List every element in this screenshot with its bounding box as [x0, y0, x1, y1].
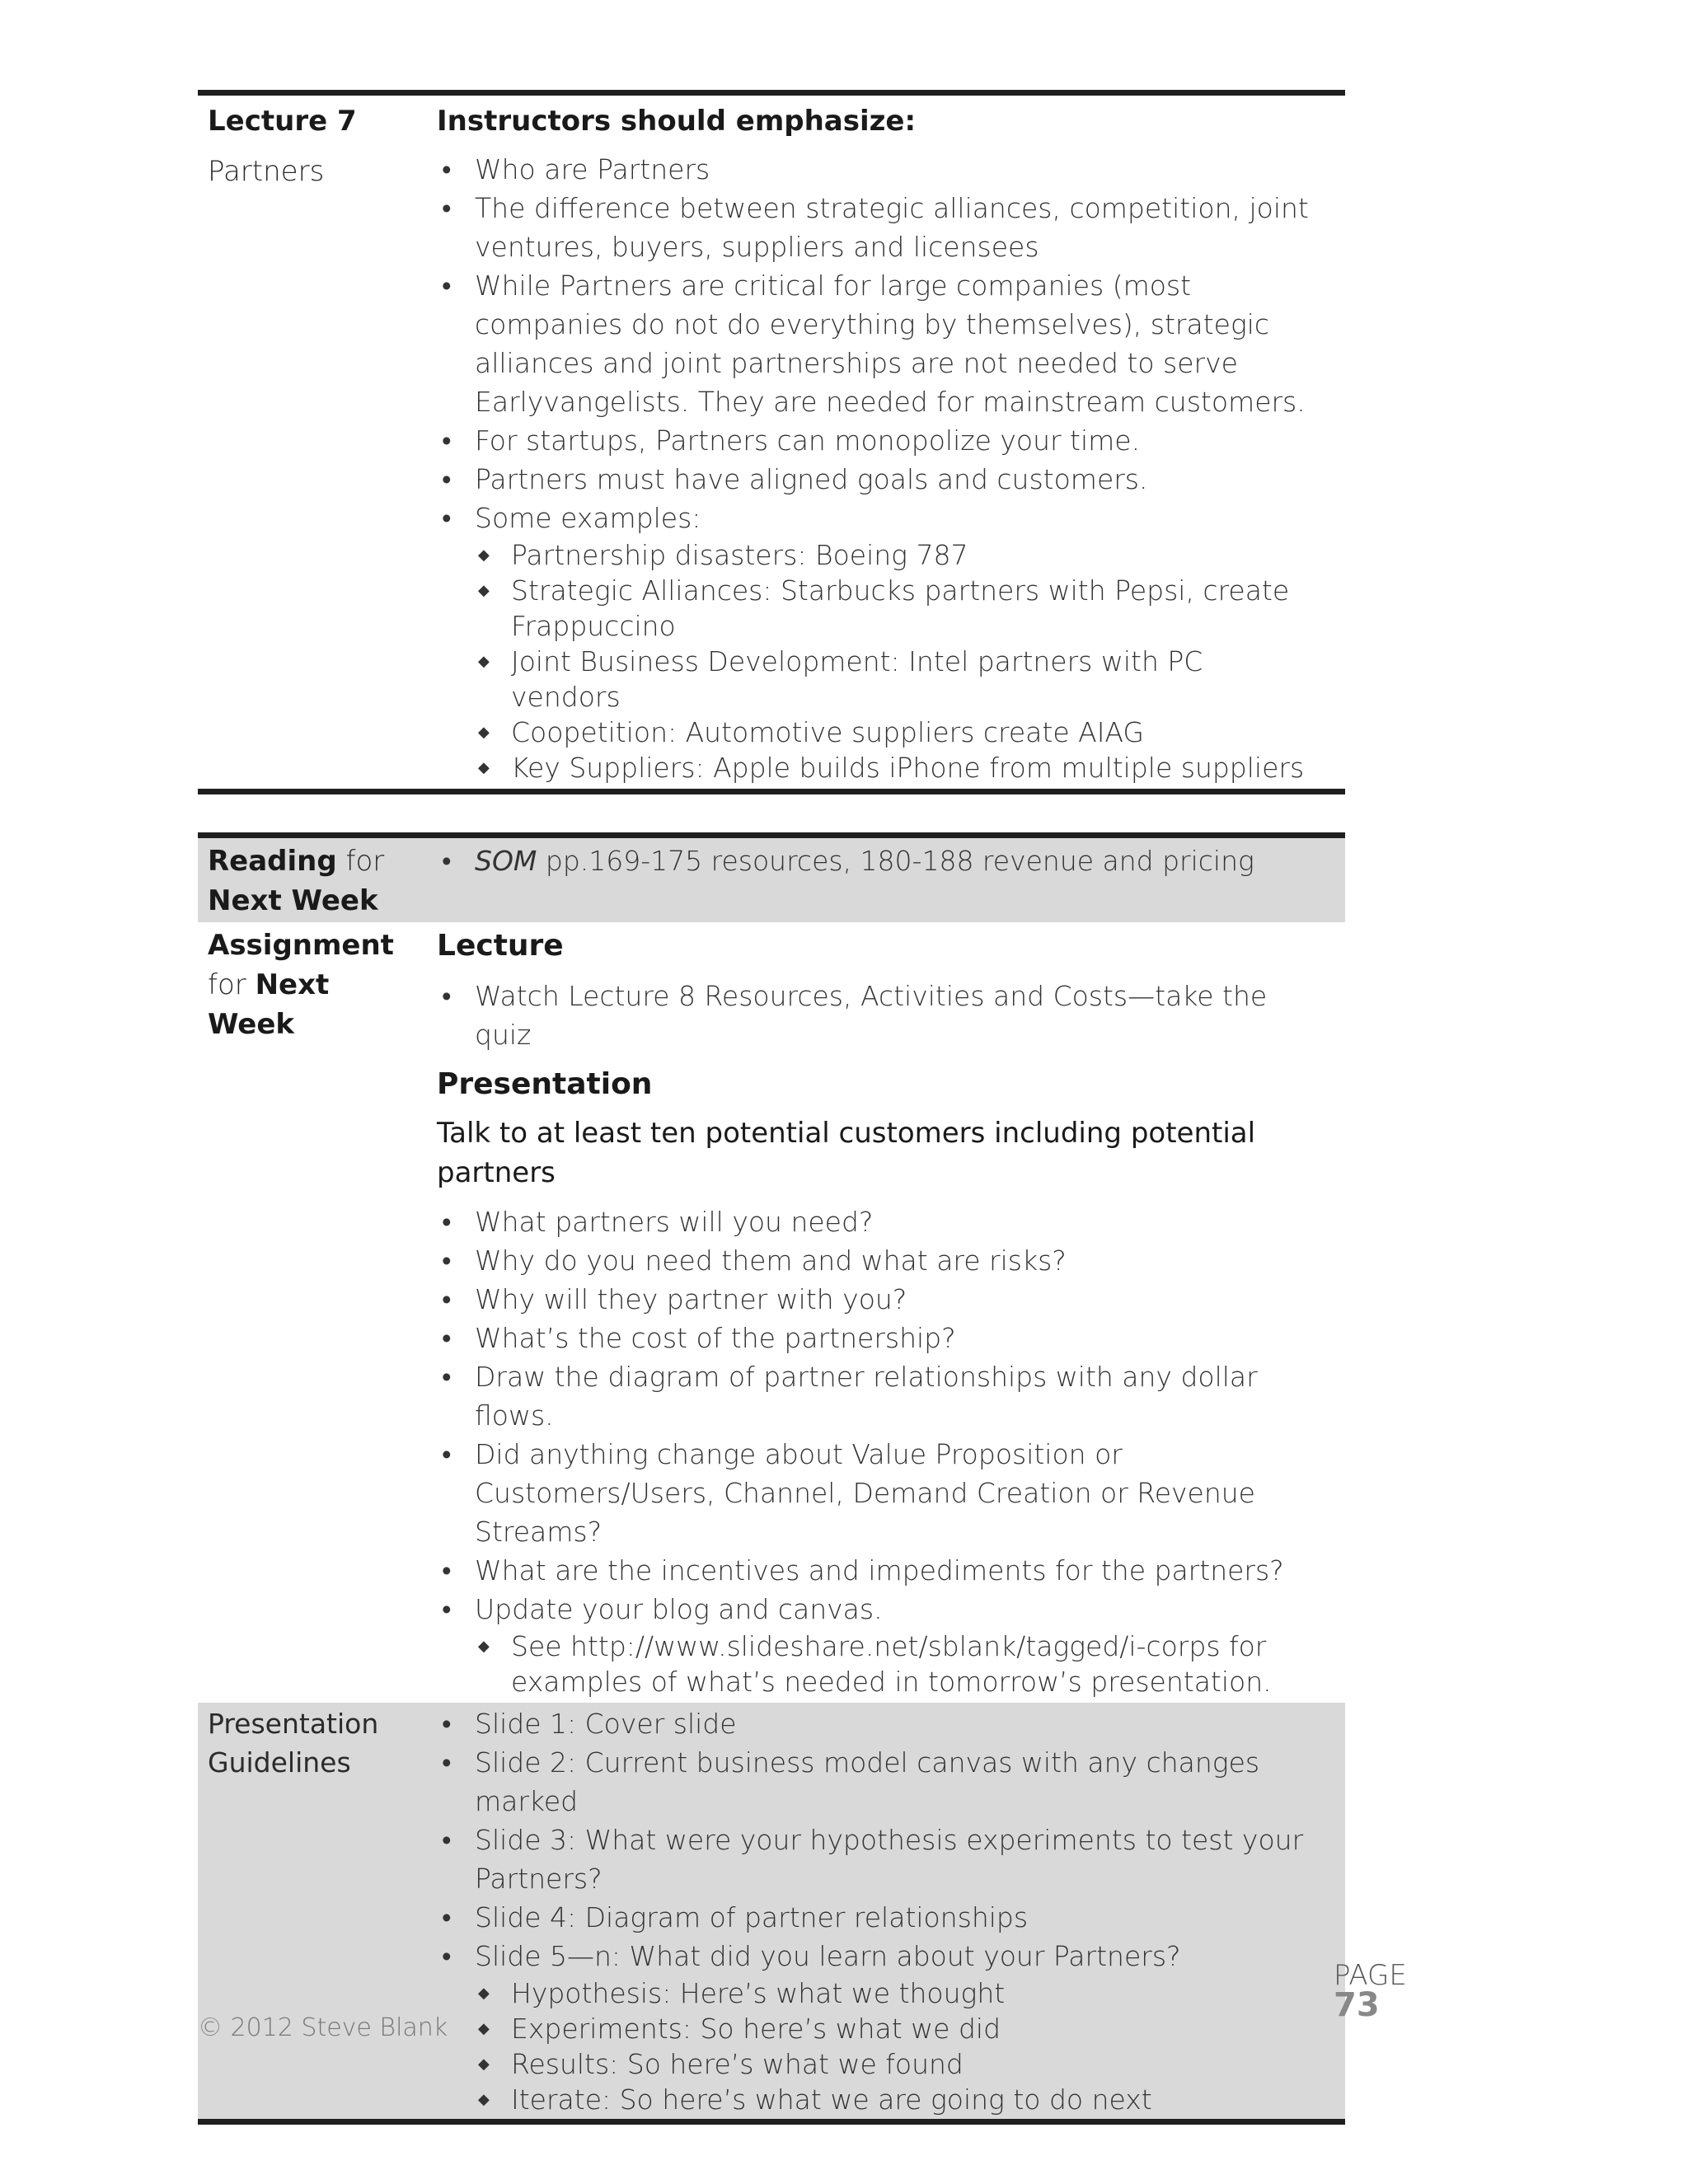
presentation-heading: Presentation — [437, 1067, 653, 1101]
reading-list — [437, 841, 1312, 880]
presentation-list — [437, 1202, 1312, 1629]
sub-list-item: ◆ Partnership disasters: Boeing 787 — [437, 537, 1312, 573]
sub-list-item: ◆ Hypothesis: Here’s what we thought — [437, 1975, 1312, 2011]
guidelines-row — [198, 1703, 1345, 2119]
list-item — [437, 841, 1312, 880]
guidelines-sub-list — [437, 1975, 1312, 2117]
reading-row — [198, 838, 1345, 922]
list-item: • What’s the cost of the partnership? — [437, 1319, 1312, 1357]
list-item: • Slide 3: What were your hypothesis experiments to test your Partners? — [437, 1821, 1312, 1898]
sub-list-item: ◆ Coopetition: Automotive suppliers create AIAG — [437, 715, 1312, 750]
list-item: • Slide 5—n: What did you learn about your Partners? — [437, 1937, 1312, 1975]
sub-list-item: ◆ Key Suppliers: Apple builds iPhone from multiple suppliers — [437, 750, 1312, 785]
guidelines-label-line2: Guidelines — [208, 1746, 351, 1779]
page-label: PAGE — [1334, 1959, 1407, 1992]
lecture-list — [437, 977, 1312, 1054]
list-item: • Slide 2: Current business model canvas with any changes marked — [437, 1743, 1312, 1821]
emphasize-list — [437, 150, 1312, 537]
list-item: • Why will they partner with you? — [437, 1280, 1312, 1319]
guidelines-list — [437, 1704, 1312, 1975]
list-item: • For startups, Partners can monopolize your time. — [437, 421, 1312, 460]
page-number: 73 — [1334, 1986, 1380, 2024]
lecture-title: Lecture 7 — [208, 105, 357, 138]
list-item: • The difference between strategic alliances, competition, joint ventures, buyers, suppliers and licensees — [437, 189, 1312, 266]
list-item: • What partners will you need? — [437, 1202, 1312, 1241]
list-item: • Why do you need them and what are risks? — [437, 1241, 1312, 1280]
list-item: • Slide 1: Cover slide — [437, 1704, 1312, 1743]
book-abbrev: SOM — [475, 845, 537, 877]
list-item: • Some examples: — [437, 499, 1312, 537]
reading-label-for: for — [336, 845, 385, 878]
list-item: • What are the incentives and impediments for the partners? — [437, 1551, 1312, 1590]
reading-pages: pp.169-175 resources, 180-188 revenue and pricing — [537, 845, 1254, 877]
assignment-label-week: Week — [208, 1008, 295, 1041]
list-item: • Update your blog and canvas. — [437, 1590, 1312, 1629]
sub-list-item: ◆ Strategic Alliances: Starbucks partners with Pepsi, create Frappuccino — [437, 573, 1312, 644]
reading-label-next-week: Next Week — [208, 884, 378, 917]
assignment-label: Assignment — [208, 929, 394, 962]
list-item: • Draw the diagram of partner relationships with any dollar flows. — [437, 1357, 1312, 1435]
sub-list-item: ◆ Experiments: So here’s what we did — [437, 2011, 1312, 2046]
presentation-sub-list — [437, 1629, 1312, 1699]
top-rule — [198, 90, 1345, 96]
list-item: • Partners must have aligned goals and customers. — [437, 460, 1312, 499]
sub-list-item: ◆ Iterate: So here’s what we are going to do next — [437, 2082, 1312, 2117]
assignment-label-next: Next — [255, 968, 330, 1001]
guidelines-label-line1: Presentation — [208, 1708, 379, 1740]
list-item: • Slide 4: Diagram of partner relationships — [437, 1898, 1312, 1937]
section2-top-rule — [198, 832, 1345, 838]
copyright: © 2012 Steve Blank — [198, 2013, 448, 2042]
sub-list-item: ◆ Results: So here’s what we found — [437, 2046, 1312, 2082]
assignment-label-for: for — [208, 968, 256, 1001]
sub-list-item: ◆ Joint Business Development: Intel partners with PC vendors — [437, 644, 1312, 715]
examples-list — [437, 537, 1312, 785]
lecture-topic-label: Partners — [208, 155, 325, 188]
list-item: • Did anything change about Value Proposition or Customers/Users, Channel, Demand Creation or Revenue Streams? — [437, 1435, 1312, 1551]
sub-list-item: ◆ See http://www.slideshare.net/sblank/tagged/i-corps for examples of what’s needed in tomorrow’s presentation. — [437, 1629, 1312, 1699]
page-content — [198, 0, 1345, 2125]
emphasize-heading: Instructors should emphasize: — [437, 105, 917, 138]
lecture-heading: Lecture — [437, 929, 564, 963]
list-item: • Watch Lecture 8 Resources, Activities and Costs—take the quiz — [437, 977, 1312, 1054]
reading-label: Reading — [208, 845, 337, 878]
section-rule — [198, 789, 1345, 794]
list-item: • While Partners are critical for large companies (most companies do not do everything by themselves), strategic alliances and joint partnerships are not needed to serve Earlyvangelists. They are needed for mainstream customers. — [437, 266, 1312, 421]
lecture-section — [198, 96, 1345, 789]
talk-instruction: Talk to at least ten potential customers including potential partners — [437, 1117, 1256, 1189]
bottom-rule — [198, 2119, 1345, 2125]
assignment-row — [198, 922, 1345, 1703]
list-item: • Who are Partners — [437, 150, 1312, 189]
